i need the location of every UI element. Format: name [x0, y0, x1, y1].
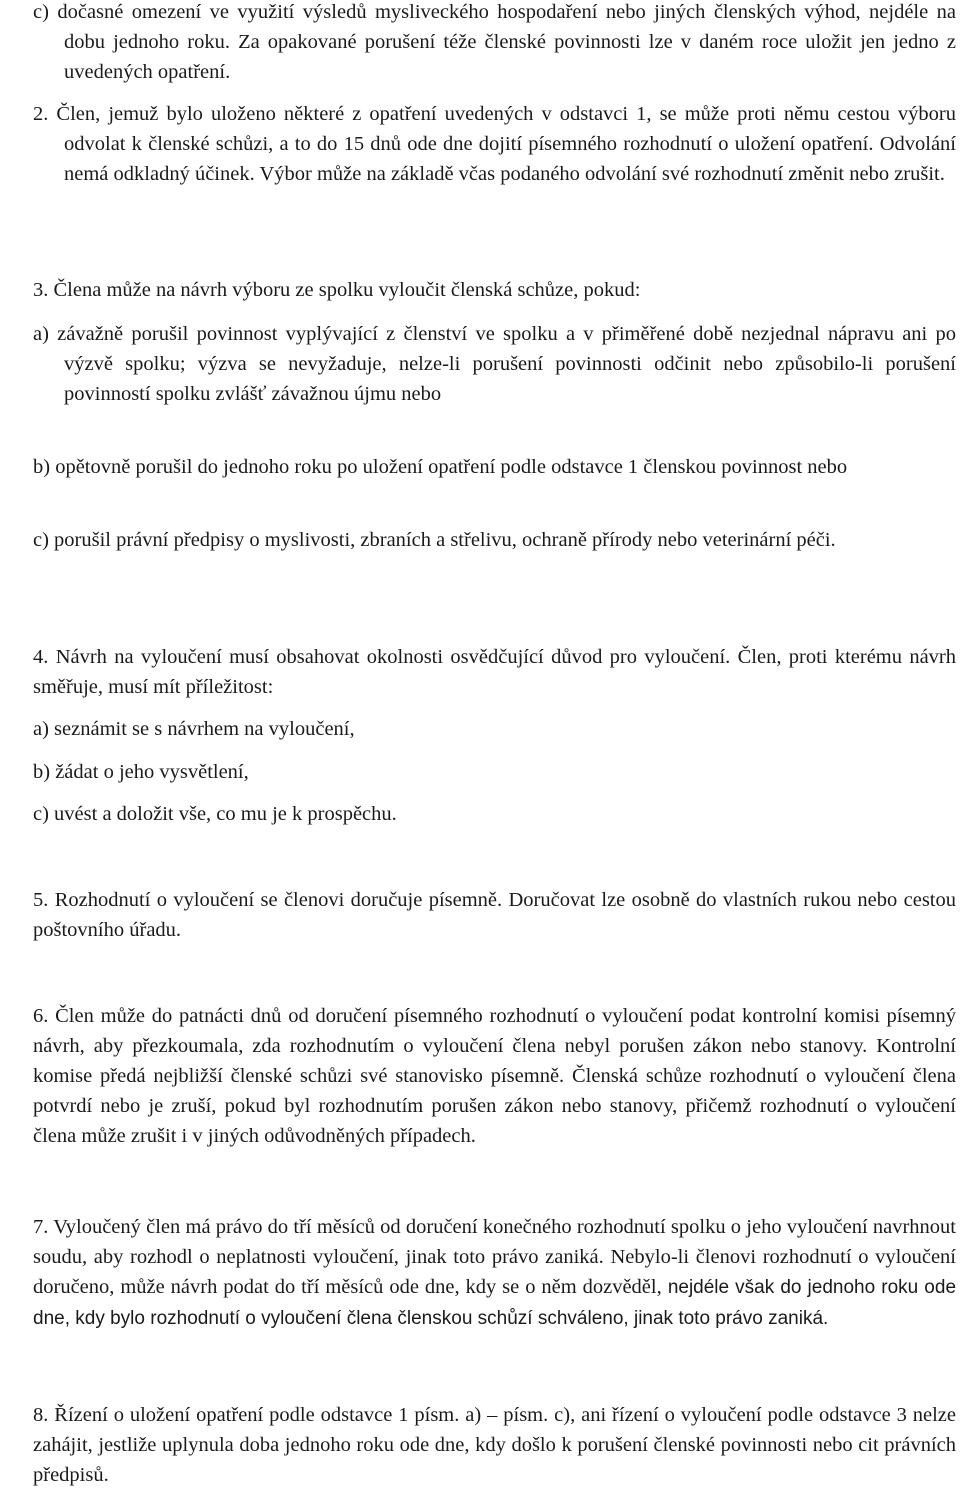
paragraph-7-sans-text: nejdéle však do jednoho roku ode dne, kdy bylo rozhodnutí o vyloučení člena členskou schůzí schváleno, jinak toto právo zaniká.	[33, 1277, 957, 1329]
paragraph-7	[33, 1212, 956, 1334]
paragraph-4b: b) žádat o jeho vysvětlení,	[33, 761, 249, 783]
paragraph-4: 4. Návrh na vyloučení musí obsahovat okolnosti osvědčující důvod pro vyloučení. Člen, proti kterému návrh směřuje, musí mít příležitost:	[33, 646, 956, 698]
paragraph-5: 5. Rozhodnutí o vyloučení se členovi doručuje písemně. Doručovat lze osobně do vlastních rukou nebo cestou poštovního úřadu.	[33, 889, 956, 941]
paragraph-8: 8. Řízení o uložení opatření podle odstavce 1 písm. a) – písm. c), ani řízení o vyloučení podle odstavce 3 nelze zahájit, jestliže uplynula doba jednoho roku ode dne, kdy došlo k porušení členské povinnosti nebo cit právních předpisů.	[33, 1404, 956, 1486]
paragraph-2: 2. Člen, jemuž bylo uloženo některé z opatření uvedených v odstavci 1, se může proti němu cestou výboru odvolat k členské schůzi, a to do 15 dnů ode dne dojití písemného rozhodnutí o uložení opatření. Odvolání nemá odkladný účinek. Výbor může na základě včas podaného odvolání své rozhodnutí změnit nebo zrušit.	[33, 103, 956, 185]
paragraph-4a: a) seznámit se s návrhem na vyloučení,	[33, 718, 355, 740]
paragraph-4c: c) uvést a doložit vše, co mu je k prospěchu.	[33, 803, 397, 825]
paragraph-3b: b) opětovně porušil do jednoho roku po uložení opatření podle odstavce 1 členskou povinnost nebo	[33, 456, 848, 478]
paragraph-3: 3. Člena může na návrh výboru ze spolku vyloučit členská schůze, pokud:	[33, 279, 641, 301]
paragraph-6: 6. Člen může do patnácti dnů od doručení písemného rozhodnutí o vyloučení podat kontrolní komisi písemný návrh, aby přezkoumala, zda rozhodnutím o vyloučení člena nebyl porušen zákon nebo stanovy. Kontrolní komise předá nejbližší členské schůzi své stanovisko písemně. Členská schůze rozhodnutí o vyloučení člena potvrdí nebo je zruší, pokud byl rozhodnutím porušen zákon nebo stanovy, přičemž rozhodnutí o vyloučení člena může zrušit i v jiných odůvodněných případech.	[33, 1005, 956, 1147]
paragraph-3a: a) závažně porušil povinnost vyplývající z členství ve spolku a v přiměřené době nezjednal nápravu ani po výzvě spolku; výzva se nevyžaduje, nelze-li porušení povinnosti odčinit nebo způsobilo-li porušení povinností spolku zvlášť závažnou újmu nebo	[33, 323, 956, 405]
paragraph-1c: c) dočasné omezení ve využití výsledů mysliveckého hospodaření nebo jiných členských výhod, nejdéle na dobu jednoho roku. Za opakované porušení téže členské povinnosti lze v daném roce uložit jen jedno z uvedených opatření.	[33, 1, 956, 83]
paragraph-3c: c) porušil právní předpisy o myslivosti, zbraních a střelivu, ochraně přírody nebo veterinární péči.	[33, 529, 836, 551]
paragraph-7-serif-text: 7. Vyloučený člen má právo do tří měsíců od doručení konečného rozhodnutí spolku o jeho vyloučení navrhnout soudu, aby rozhodl o neplatnosti vyloučení, jinak toto právo zaniká. Nebylo-li členovi rozhodnutí o vyloučení doručeno, může návrh podat do tří měsíců ode dne, kdy se o něm dozvěděl,	[33, 1216, 956, 1298]
